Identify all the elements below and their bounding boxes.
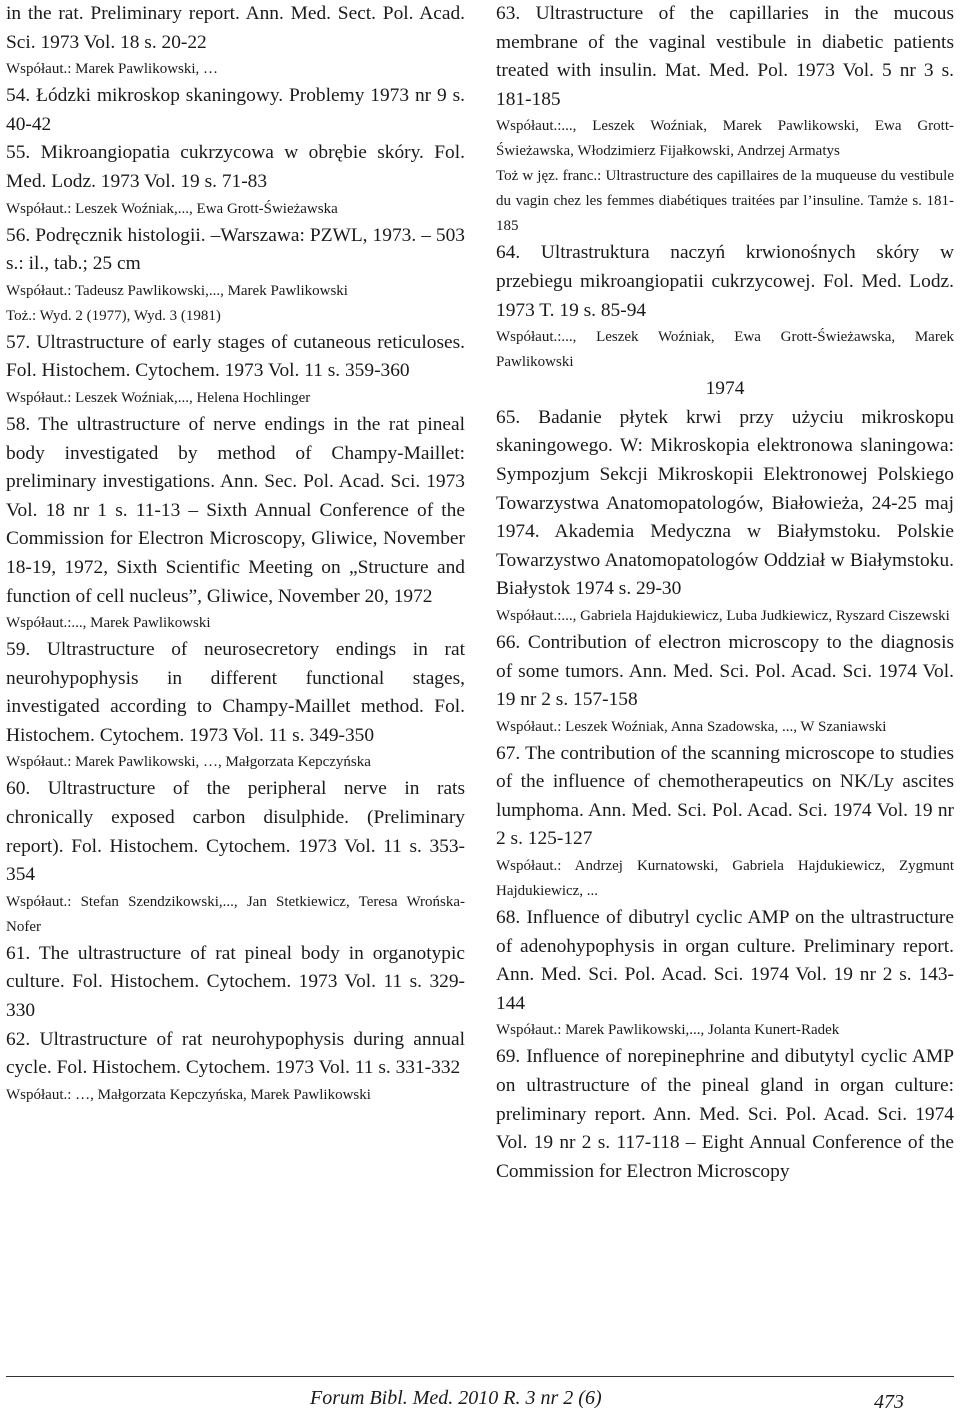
right-column: [496, 0, 954, 1186]
entry-coauthors: Współaut.: Tadeusz Pawlikowski,..., Marek Pawlikowski: [6, 282, 348, 299]
entry-citation: 68. Influence of dibutryl cyclic AMP on the ultrastructure of adenohypophysis in organ culture. Preliminary report. Ann. Med. Sci. Pol. Acad. Sci. 1974 Vol. 19 nr 2 s. 143-144: [496, 907, 954, 1014]
entry-coauthors: Współaut.: Leszek Woźniak,..., Helena Hochlinger: [6, 389, 311, 406]
entry-coauthors: Współaut.: Leszek Woźniak, Anna Szadowska, ..., W Szaniawski: [496, 718, 887, 735]
page-number: 473: [874, 1391, 904, 1413]
entries-1974: [496, 404, 954, 1187]
bibliography-entry: [6, 329, 465, 411]
bibliography-entry: [496, 1043, 954, 1186]
entry-coauthors: Współaut.: Marek Pawlikowski,..., Jolanta Kunert-Radek: [496, 1022, 840, 1039]
entry-citation: 65. Badanie płytek krwi przy użyciu mikroskopu skaningowego. W: Mikroskopia elektronowa slaningowa: Sympozjum Sekcji Mikroskopii Elektronowej Polskiego Towarzystwa Anatomopatologów, Białowieża, 24-25 maj 1974. Akademia Medyczna w Białymstoku. Polskie Towarzystwo Anatomopatologów Oddział w Białymstoku. Białystok 1974 s. 29-30: [496, 406, 954, 600]
entry-coauthors: Współaut.:..., Leszek Woźniak, Ewa Grott-Świeżawska, Marek Pawlikowski: [496, 329, 954, 371]
entry-citation: 66. Contribution of electron microscopy to the diagnosis of some tumors. Ann. Med. Sci. Pol. Acad. Sci. 1974 Vol. 19 nr 2 s. 157-158: [496, 631, 954, 711]
year-heading: 1974: [705, 378, 745, 400]
entry-citation: 58. The ultrastructure of nerve endings in the rat pineal body investigated by method of Champy-Maillet: preliminary investigations. Ann. Sec. Pol. Acad. Sci. 1973 Vol. 18 nr 1 s. 11-13 – Sixth Annual Conference of the Commission for Electron Microscopy, Gliwice, November 18-19, 1972, Sixth Scientific Meeting on „Structure and function of cell nucleus”, Gliwice, November 20, 1972: [6, 413, 465, 607]
bibliography-entry: [6, 411, 465, 636]
entry-coauthors: Współaut.: …, Małgorzata Kepczyńska, Marek Pawlikowski: [6, 1086, 371, 1103]
entry-note: Toż.: Wyd. 2 (1977), Wyd. 3 (1981): [6, 307, 221, 324]
entry-citation: in the rat. Preliminary report. Ann. Med. Sect. Pol. Acad. Sci. 1973 Vol. 18 s. 20-22: [6, 3, 465, 53]
entry-citation: 54. Łódzki mikroskop skaningowy. Problemy 1973 nr 9 s. 40-42: [6, 85, 465, 135]
entry-citation: 61. The ultrastructure of rat pineal body in organotypic culture. Fol. Histochem. Cytochem. 1973 Vol. 11 s. 329-330: [6, 942, 465, 1022]
entry-note: Toż w jęz. franc.: Ultrastructure des capillaires de la muqueuse du vestibule du vagin chez les femmes diabétiques traitées par l’insuline. Tamże s. 181-185: [496, 168, 954, 235]
bibliography-entry: [6, 0, 465, 82]
bibliography-entry: [496, 904, 954, 1043]
entry-coauthors: Współaut.: Stefan Szendzikowski,..., Jan Stetkiewicz, Teresa Wrońska-Nofer: [6, 893, 465, 935]
bibliography-entry: [6, 636, 465, 775]
entry-citation: 63. Ultrastructure of the capillaries in the mucous membrane of the vaginal vestibule in diabetic patients treated with insulin. Mat. Med. Pol. 1973 Vol. 5 nr 3 s. 181-185: [496, 3, 954, 110]
bibliography-entry: [496, 740, 954, 904]
bibliography-entry: [496, 239, 954, 375]
bibliography-entry: [6, 1026, 465, 1108]
entry-citation: 56. Podręcznik histologii. –Warszawa: PZWL, 1973. – 503 s.: il., tab.; 25 cm: [6, 224, 465, 275]
entry-citation: 69. Influence of norepinephrine and dibutytyl cyclic AMP on ultrastructure of the pineal gland in organ culture: preliminary report. Ann. Med. Sci. Pol. Acad. Sci. 1974 Vol. 19 nr 2 s. 117-118 – Eight Annual Conference of the Commission for Electron Microscopy: [496, 1046, 954, 1182]
entry-coauthors: Współaut.: Andrzej Kurnatowski, Gabriela Hajdukiewicz, Zygmunt Hajdukiewicz, ...: [496, 858, 954, 900]
entry-coauthors: Współaut.: Leszek Woźniak,..., Ewa Grott-Świeżawska: [6, 200, 338, 217]
entry-citation: 59. Ultrastructure of neurosecretory endings in rat neurohypophysis in different functional stages, investigated according to Champy-Maillet method. Fol. Histochem. Cytochem. 1973 Vol. 11 s. 349-350: [6, 639, 465, 746]
bibliography-entry: [6, 82, 465, 139]
entry-coauthors: Współaut.: Marek Pawlikowski, …, Małgorzata Kepczyńska: [6, 754, 371, 771]
entry-citation: 55. Mikroangiopatia cukrzycowa w obrębie skóry. Fol. Med. Lodz. 1973 Vol. 19 s. 71-83: [6, 142, 465, 192]
entry-coauthors: Współaut.:..., Marek Pawlikowski: [6, 615, 211, 632]
left-column: [6, 0, 465, 1108]
entry-coauthors: Współaut.:..., Gabriela Hajdukiewicz, Luba Judkiewicz, Ryszard Ciszewski: [496, 607, 950, 624]
bibliography-entry: [496, 404, 954, 629]
entry-citation: 64. Ultrastruktura naczyń krwionośnych skóry w przebiegu mikroangiopatii cukrzycowej. Fol. Med. Lodz. 1973 T. 19 s. 85-94: [496, 242, 954, 321]
bibliography-entry: [6, 222, 465, 329]
entries-1973: [496, 0, 954, 375]
bibliography-entry: [496, 629, 954, 740]
entry-citation: 62. Ultrastructure of rat neurohypophysis during annual cycle. Fol. Histochem. Cytochem. 1973 Vol. 11 s. 331-332: [6, 1028, 465, 1079]
footer-rule: [6, 1376, 954, 1377]
bibliography-entry: [496, 0, 954, 239]
entry-citation: 60. Ultrastructure of the peripheral nerve in rats chronically exposed carbon disulphide. (Preliminary report). Fol. Histochem. Cytochem. 1973 Vol. 11 s. 353-354: [6, 778, 465, 886]
entry-coauthors: Współaut.: Marek Pawlikowski, …: [6, 61, 219, 78]
bibliography-entry: [6, 940, 465, 1026]
bibliography-entry: [6, 139, 465, 221]
journal-footer: Forum Bibl. Med. 2010 R. 3 nr 2 (6): [310, 1387, 602, 1409]
entry-citation: 67. The contribution of the scanning microscope to studies of the influence of chemotherapeutics on NK/Ly ascites lumphoma. Ann. Med. Sci. Pol. Acad. Sci. 1974 Vol. 19 nr 2 s. 125-127: [496, 742, 954, 850]
entry-coauthors: Współaut.:..., Leszek Woźniak, Marek Pawlikowski, Ewa Grott-Świeżawska, Włodzimierz Fijałkowski, Andrzej Armatys: [496, 118, 954, 160]
entry-citation: 57. Ultrastructure of early stages of cutaneous reticuloses. Fol. Histochem. Cytochem. 1973 Vol. 11 s. 359-360: [6, 331, 465, 382]
bibliography-entry: [6, 775, 465, 939]
